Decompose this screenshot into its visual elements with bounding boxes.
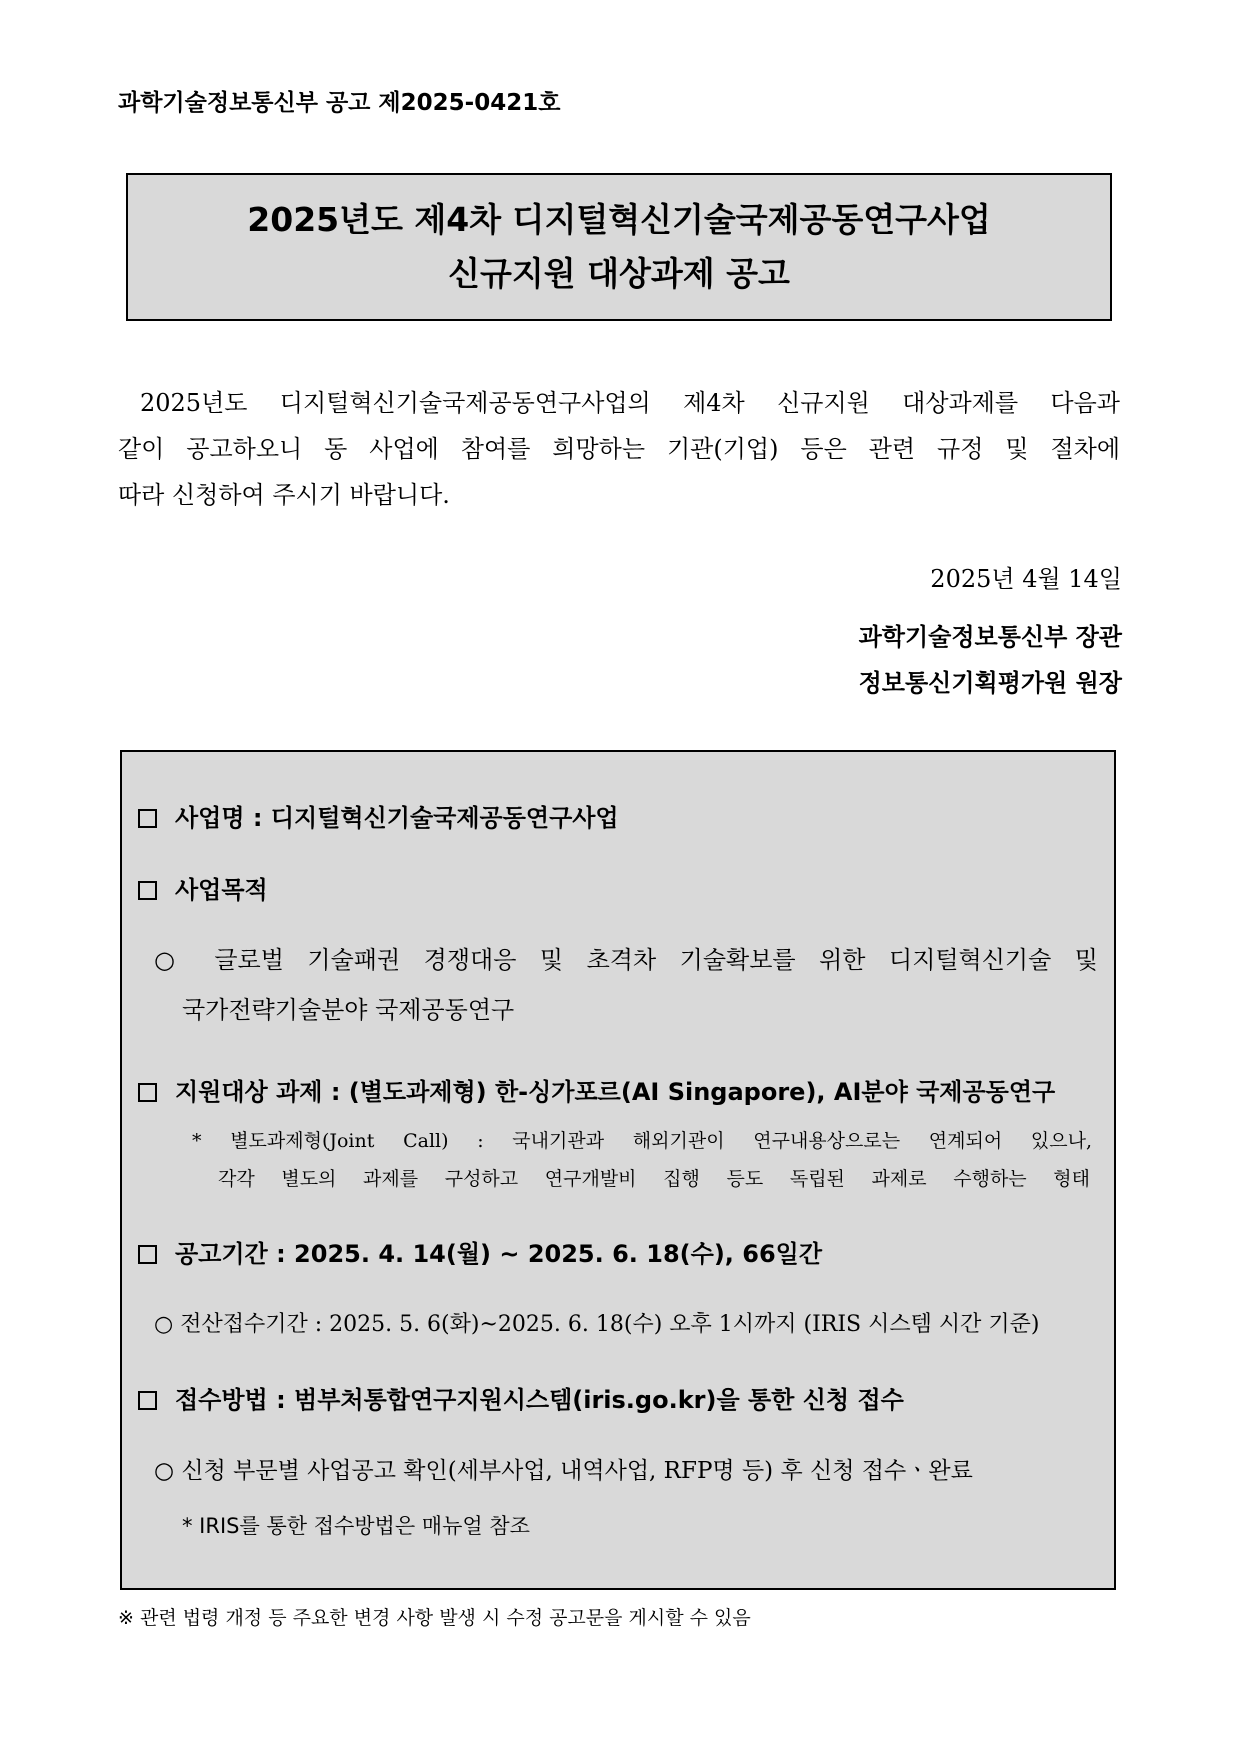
purpose-heading: 사업목적 xyxy=(175,876,268,904)
intro-paragraph xyxy=(118,380,1120,518)
target-note-1: * 별도과제형(Joint Call) : 국내기관과 해외기관이 연구내용상으로는 연계되어 있으나, xyxy=(192,1130,1092,1152)
intro-line-2: 같이 공고하오니 동 사업에 참여를 희망하는 기관(기업) 등은 관련 규정 및 절차에 xyxy=(118,435,1120,463)
issuer-president: 정보통신기획평가원 원장 xyxy=(858,669,1122,697)
purpose-line-1: ○ 글로벌 기술패권 경쟁대응 및 초격차 기술확보를 위한 디지털혁신기술 및 xyxy=(154,946,1098,974)
issuer-minister: 과학기술정보통신부 장관 xyxy=(858,623,1122,651)
title-line-2: 신규지원 대상과제 공고 xyxy=(448,254,790,293)
checkbox-square-icon xyxy=(138,1083,157,1102)
period-detail: ○ 전산접수기간 : 2025. 5. 6(화)~2025. 6. 18(수) 오후 1시까지 (IRIS 시스템 시간 기준) xyxy=(154,1312,1040,1337)
method-detail: ○ 신청 부문별 사업공고 확인(세부사업, 내역사업, RFP명 등) 후 신청 접수ㆍ완료 xyxy=(154,1458,973,1484)
purpose-line-2: 국가전략기술분야 국제공동연구 xyxy=(182,996,515,1024)
intro-line-1: 2025년도 디지털혁신기술국제공동연구사업의 제4차 신규지원 대상과제를 다음과 xyxy=(140,389,1120,417)
program-name-item xyxy=(138,798,619,833)
target-heading: 지원대상 과제 : (별도과제형) 한-싱가포르(AI Singapore), AI분야 국제공동연구 xyxy=(175,1078,1056,1106)
info-box xyxy=(120,750,1116,1590)
announcement-date: 2025년 4월 14일 xyxy=(930,565,1122,593)
method-item xyxy=(138,1380,904,1415)
target-item xyxy=(138,1072,1055,1107)
notice-number: 과학기술정보통신부 공고 제2025-0421호 xyxy=(118,90,561,116)
footer-note: ※ 관련 법령 개정 등 주요한 변경 사항 발생 시 수정 공고문을 게시할 수 있음 xyxy=(118,1607,751,1629)
checkbox-square-icon xyxy=(138,881,157,900)
program-name: 사업명 : 디지털혁신기술국제공동연구사업 xyxy=(175,804,619,832)
intro-line-3: 따라 신청하여 주시기 바랍니다. xyxy=(118,481,450,509)
method-heading: 접수방법 : 범부처통합연구지원시스템(iris.go.kr)을 통한 신청 접수 xyxy=(175,1386,904,1414)
title-box xyxy=(126,173,1112,321)
period-heading: 공고기간 : 2025. 4. 14(월) ~ 2025. 6. 18(수), 66일간 xyxy=(175,1240,823,1268)
purpose-item xyxy=(138,870,268,905)
period-item xyxy=(138,1234,822,1269)
target-note-2: 각각 별도의 과제를 구성하고 연구개발비 집행 등도 독립된 과제로 수행하는 형태 xyxy=(218,1168,1090,1190)
checkbox-square-icon xyxy=(138,1245,157,1264)
method-note: * IRIS를 통한 접수방법은 매뉴얼 참조 xyxy=(182,1514,530,1538)
checkbox-square-icon xyxy=(138,1391,157,1410)
checkbox-square-icon xyxy=(138,809,157,828)
title-line-1: 2025년도 제4차 디지털혁신기술국제공동연구사업 xyxy=(247,200,991,239)
